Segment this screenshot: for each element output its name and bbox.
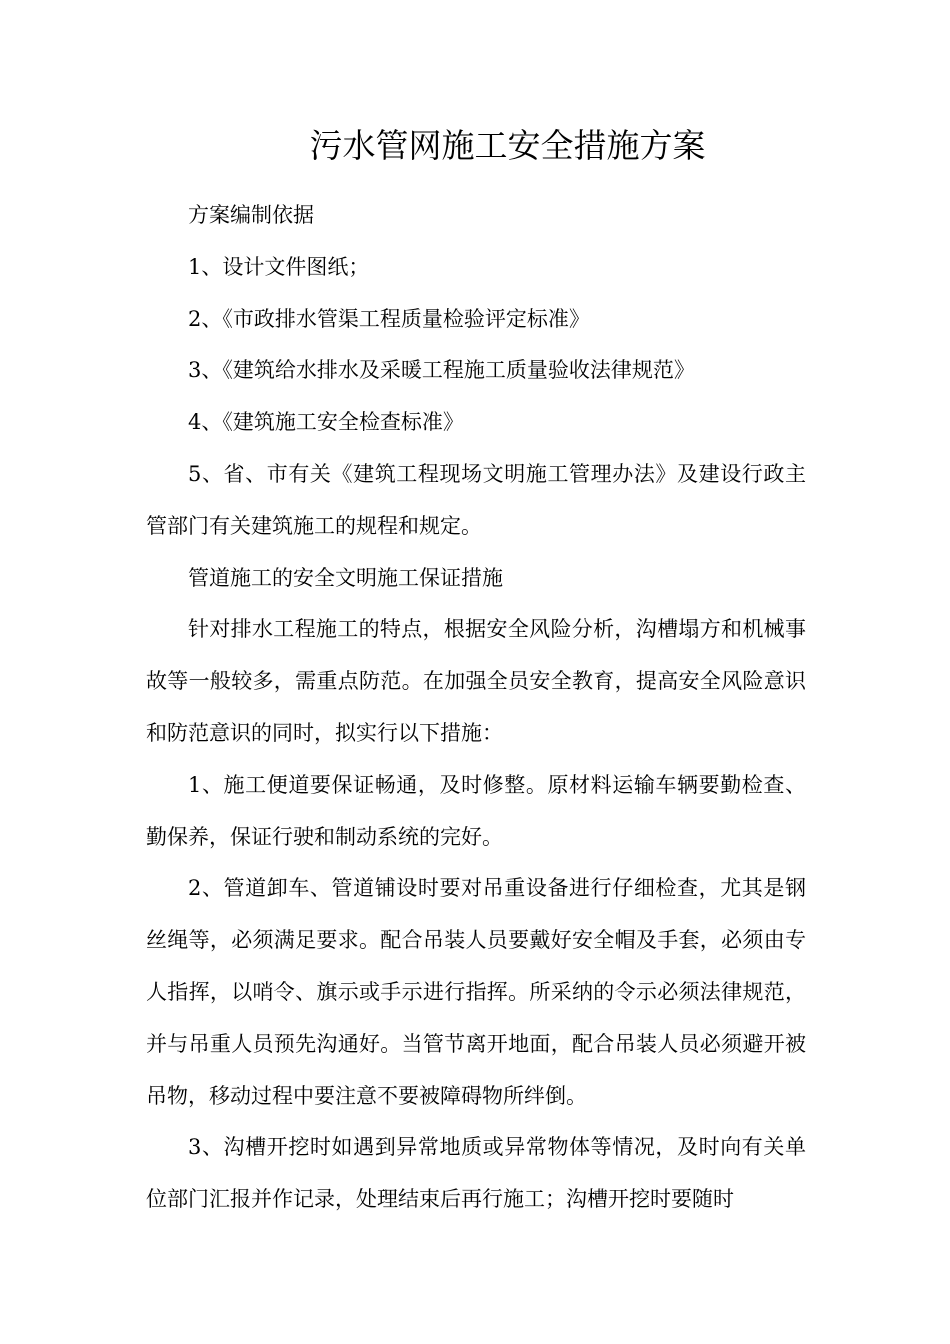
paragraph-basis-heading: 方案编制依据	[188, 203, 314, 227]
paragraph-basis-5: 5、省、市有关《建筑工程现场文明施工管理办法》及建设行政主管部门有关建筑施工的规程和规定。	[146, 461, 806, 538]
document-body	[146, 190, 806, 1226]
document-title: 污水管网施工安全措施方案	[309, 126, 706, 165]
paragraph-measure-3: 3、沟槽开挖时如遇到异常地质或异常物体等情况，及时向有关单位部门汇报并作记录，处理结束后再行施工；沟槽开挖时要随时	[146, 1135, 806, 1212]
paragraph-measures-intro: 针对排水工程施工的特点，根据安全风险分析，沟槽塌方和机械事故等一般较多，需重点防范。在加强全员安全教育，提高安全风险意识和防范意识的同时，拟实行以下措施：	[146, 617, 806, 745]
paragraph-basis-3: 3、《建筑给水排水及采暖工程施工质量验收法律规范》	[188, 358, 695, 383]
paragraph-measures-heading: 管道施工的安全文明施工保证措施	[188, 565, 503, 590]
paragraph-measure-1: 1、施工便道要保证畅通，及时修整。原材料运输车辆要勤检查、勤保养，保证行驶和制动系统的完好。	[146, 772, 806, 849]
paragraph-measure-2: 2、管道卸车、管道铺设时要对吊重设备进行仔细检查，尤其是钢丝绳等，必须满足要求。配合吊装人员要戴好安全帽及手套，必须由专人指挥，以哨令、旗示或手示进行指挥。所采纳的令示必须法律规范，并与吊重人员预先沟通好。当管节离开地面，配合吊装人员必须避开被吊物，移动过程中要注意不要被障碍物所绊倒。	[146, 876, 806, 1108]
paragraph-basis-1: 1、设计文件图纸；	[188, 254, 370, 279]
paragraph-basis-4: 4、《建筑施工安全检查标准》	[188, 410, 464, 435]
paragraph-basis-2: 2、《市政排水管渠工程质量检验评定标准》	[188, 306, 590, 331]
